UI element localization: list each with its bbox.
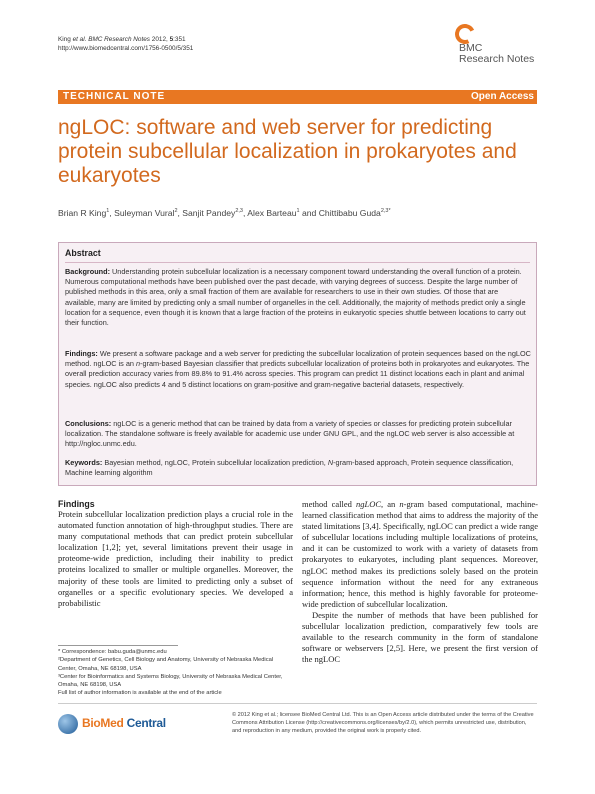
abstract-heading: Abstract [65, 248, 101, 258]
affiliation-3: ³Center for Bioinformatics and Systems Biology, University of Nebraska Medical Center, Omaha, NE 68198, USA [58, 673, 283, 689]
abstract-divider [65, 262, 530, 263]
findings-heading: Findings [58, 499, 95, 509]
bmc-research-notes-logo: BMC Research Notes [455, 22, 535, 70]
article-type-banner [58, 90, 537, 104]
article-url[interactable]: http://www.biomedcentral.com/1756-0500/5/351 [58, 45, 194, 52]
abstract-background: Background: Understanding protein subcellular localization is a necessary component toward understanding the overall function of a protein. Numerous computational methods have been published over the past decade, with varying degrees of success. Despite the large number of published methods in this area, only a small fraction of them are available for researchers to use in their own studies. Of those that are available, many are limited by predicting only a small number of organelles in the cell. Additionally, the majority of methods predict only a single location for a sequence, even though it is known that a large fraction of the proteins in eukaryotic species shuttle between locations to carry out their function. [65, 267, 526, 328]
technical-note-label: TECHNICAL NOTE [63, 91, 166, 102]
findings-left-column: Protein subcellular localization prediction plays a crucial role in the automated function annotation of high-throughput studies. There are many computational methods that can predict protein subcellular localization [1,2]; yet, several limitations prevent their usage in proteome-wide prediction, including their inability to predict proteins localized to smaller or multiple organelles. Moreover, the majority of these tools are limited to predicting only a subset of organelles or a specific evolutionary species. We developed a probabilistic [58, 509, 293, 608]
open-access-label: Open Access [471, 91, 534, 102]
affiliation-2: ²Department of Genetics, Cell Biology and Anatomy, University of Nebraska Medical Center, Omaha, NE 68198, USA [58, 657, 274, 672]
footer-divider [58, 703, 537, 704]
findings-right-column: method called ngLOC, an n-gram based computational, machine-learned classification method that aims to address the majority of the stated limitations [3,4]. Specifically, ngLOC can predict a wide range of subcellular locations including multiple localizations of proteins, and it can be customized to work with a variety of datasets from prokaryotes to eukaryotes, including plant sequences. Moreover, ngLOC method makes its predictions solely based on the protein sequence information without the need for any extraneous information; hence, this method is highly favorable for proteome-wide prediction of subcellular localization. Despite the number of methods that have been published for subcellular localization prediction, comparatively few tools are available to the research community in the form of standalone software or webservers [2,5]. Here, we present the first version of the ngLOC [302, 499, 538, 665]
biomed-globe-icon [58, 714, 78, 734]
footnotes [58, 648, 293, 698]
article-title: ngLOC: software and web server for predicting protein subcellular localization in prokaryotes and eukaryotes [58, 116, 517, 187]
journal-citation: King et al. BMC Research Notes 2012, 5:351 http://www.biomedcentral.com/1756-0500/5/351 [58, 36, 194, 52]
biomed-central-logo: BioMed Central [58, 712, 168, 736]
correspondence-note: * Correspondence: babu.guda@unmc.edu [58, 649, 167, 655]
author-info-note: Full list of author information is available at the end of the article [58, 690, 222, 697]
abstract-keywords: Keywords: Bayesian method, ngLOC, Protein subcellular localization prediction, N-gram-based approach, Protein sequence classification, Machine learning algorithm [65, 458, 514, 478]
abstract-box [58, 242, 537, 486]
abstract-findings: Findings: We present a software package and a web server for predicting the subcellular localization of protein sequences based on the ngLOC method. ngLOC is an n-gram-based Bayesian classifier that predicts subcellular localization of proteins both in prokaryotes and eukaryotes. The overall prediction accuracy varies from 89.8% to 91.4% across species. This program can predict 11 distinct locations each in plant and animal species. ngLOC also predicts 4 and 5 distinct locations on gram-positive and gram-negative bacterial datasets, respectively. [65, 349, 531, 389]
abstract-conclusions: Conclusions: ngLOC is a generic method that can be trained by data from a variety of species or classes for predicting protein subcellular localization. The standalone software is freely available for academic use under GNU GPL, and the ngLOC web server is also accessible at http://ngloc.unmc.edu. [65, 419, 515, 449]
copyright-notice: © 2012 King et al.; licensee BioMed Central Ltd. This is an Open Access article distributed under the terms of the Creative Commons Attribution License (http://creativecommons.org/licenses/by/2.0), which permits unrestricted use, distribution, and reproduction in any medium, provided the original work is properly cited. [232, 712, 534, 735]
footnote-divider [58, 645, 178, 646]
author-list: Brian R King$^1$, Suleyman Vural$^2$, Sanjit Pandey$^{2,3}$, Alex Barteau$^1$ and Chittibabu Guda$^{2,3*}$ [58, 208, 391, 218]
